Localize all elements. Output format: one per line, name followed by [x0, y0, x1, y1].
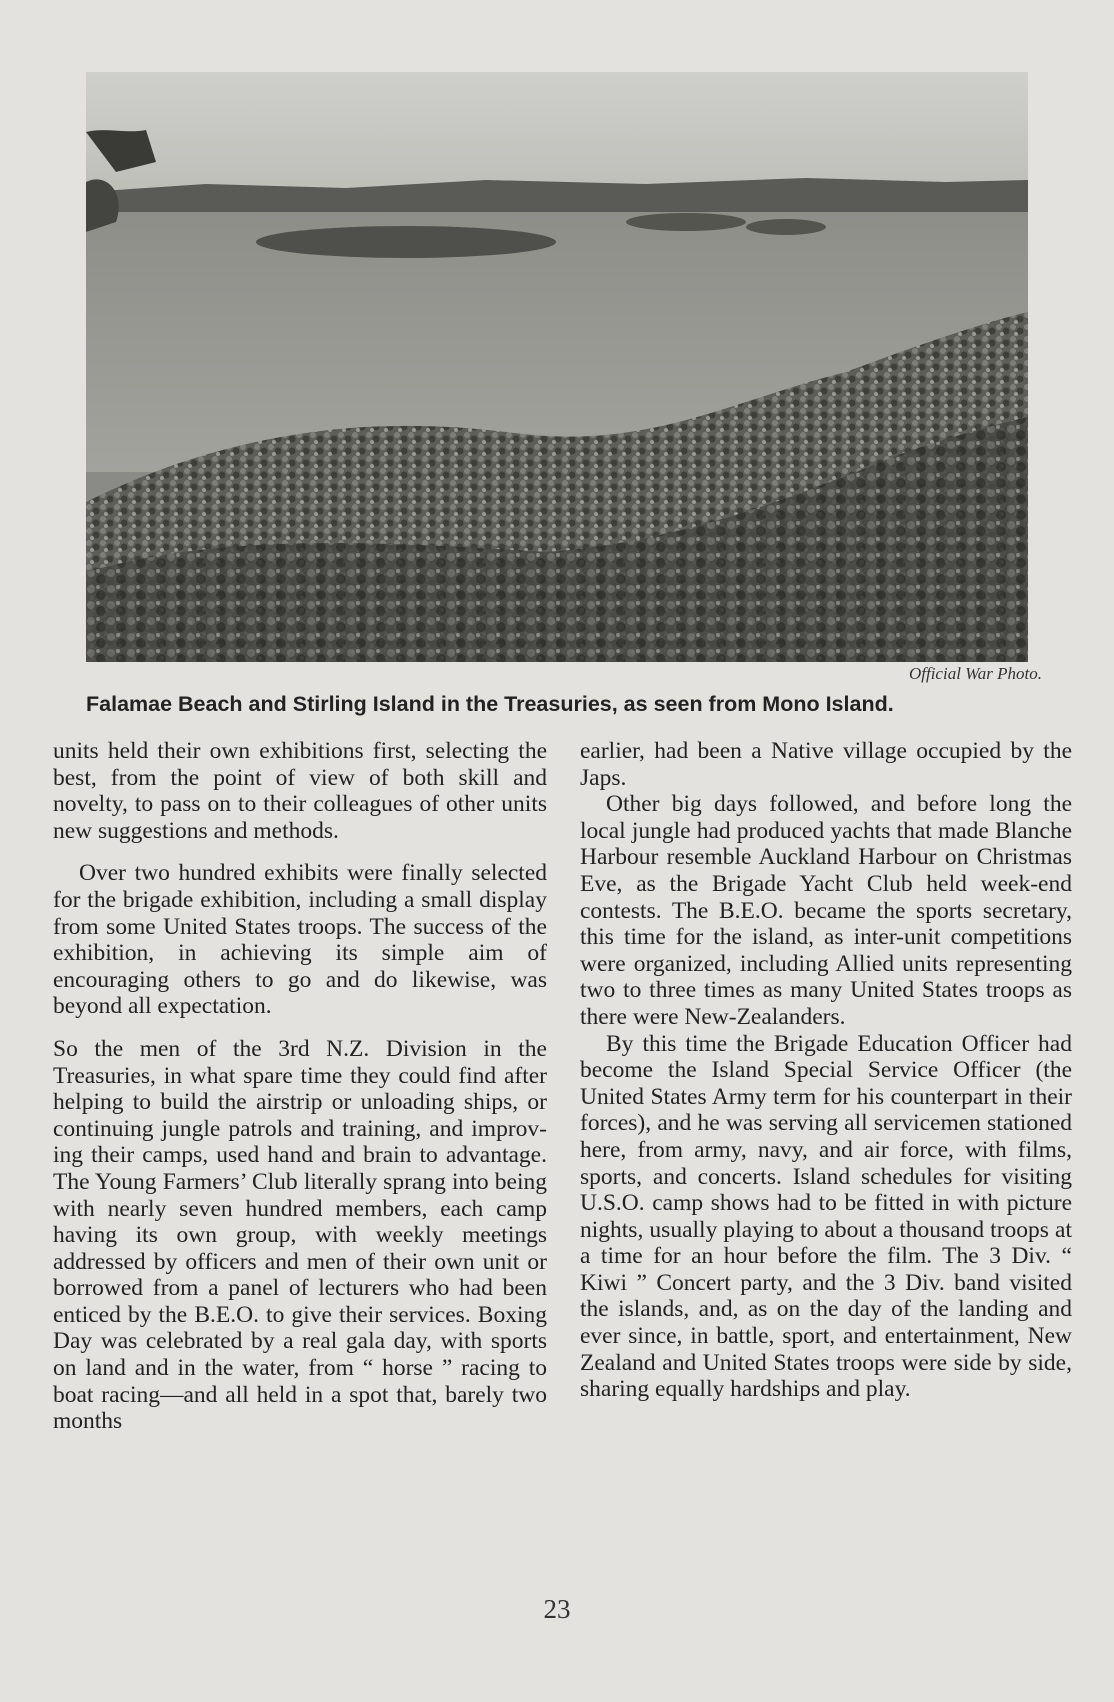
right-column: [580, 738, 1072, 1403]
photo-caption: Falamae Beach and Stirling Island in the Treasuries, as seen from Mono Island.: [86, 692, 894, 716]
landscape-photo: [86, 72, 1028, 662]
paragraph: units held their own exhibitions first, selecting the best, from the point of view of both skill and novelty, to pass on to their colleagues of other units new suggestions and methods.: [53, 738, 547, 844]
paragraph: Other big days followed, and before long the local jungle had produced yachts that made Blanche Harbour resemble Auckland Harbour on Christmas Eve, as the Brigade Yacht Club held week-end contests. The B.E.O. became the sports secretary, this time for the island, as inter-unit competitions were organized, including Allied units representing two to three times as many United States troops as there were New-Zealanders.: [580, 791, 1072, 1030]
paragraph: Over two hundred exhibits were finally selected for the brigade exhibition, including a small display from some United States troops. The success of the exhibition, in achieving its simple aim of encouraging others to go and do likewise, was beyond all expectation.: [53, 860, 547, 1020]
paragraph: earlier, had been a Native village occupied by the Japs.: [580, 738, 1072, 791]
paragraph: So the men of the 3rd N.Z. Division in the Treasuries, in what spare time they could find after helping to build the airstrip or unloading ships, or continuing jungle patrols and training, and improving their camps, used hand and brain to advantage. The Young Farmers’ Club literally sprang into being with nearly seven hundred members, each camp having its own group, with weekly meetings addressed by officers and men of their own unit or borrowed from a panel of lecturers who had been enticed by the B.E.O. to give their services. Boxing Day was celebrated by a real gala day, with sports on land and in the water, from “ horse ” racing to boat racing—and all held in a spot that, barely two months: [53, 1035, 547, 1435]
left-column: [53, 738, 547, 1451]
paragraph: By this time the Brigade Education Officer had become the Island Special Service Officer (the United States Army term for his counterpart in their forces), and he was serving all servicemen stationed here, from army, navy, and air force, with films, sports, and concerts. Island schedules for visiting U.S.O. camp shows had to be fitted in with picture nights, usually playing to about a thousand troops at a time for an hour before the film. The 3 Div. “ Kiwi ” Concert party, and the 3 Div. band visited the islands, and, as on the day of the landing and ever since, in battle, sport, and entertainment, New Zealand and United States troops were side by side, sharing equally hardships and play.: [580, 1030, 1072, 1403]
landscape-photo-icon: [86, 72, 1028, 662]
page-number: 23: [543, 1594, 571, 1624]
photo-credit: Official War Photo.: [908, 664, 1042, 683]
